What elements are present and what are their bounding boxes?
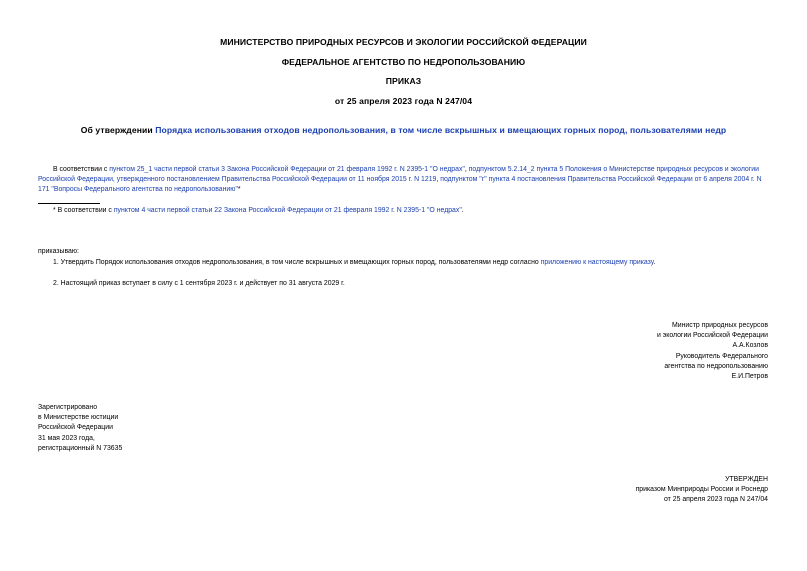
title-prefix: Об утверждении — [80, 125, 156, 135]
signature-line: А.А.Козлов — [732, 342, 768, 350]
order-item-1-text: 1. Утвердить Порядок использования отходов недропользования, в том числе вскрышных и вмещающих горных пород, пользователями недр согласно — [53, 259, 541, 266]
footnote — [53, 206, 768, 216]
signature-line: Е.И.Петров — [731, 373, 768, 381]
approved-line: УТВЕРЖДЕН — [725, 476, 768, 483]
preamble-text: В соответствии с — [53, 166, 110, 173]
signature-line: и экологии Российской Федерации — [656, 332, 768, 340]
approved-line: приказом Минприроды России и Роснедр — [635, 486, 768, 494]
document-title — [0, 125, 807, 135]
preamble-paragraph — [38, 165, 768, 196]
approved-line: от 25 апреля 2023 года N 247/04 — [663, 496, 768, 504]
law-link[interactable]: пунктом 25_1 части первой статьи 3 Закона Российской Федерации от 21 февраля 1992 г. N 2395-1 "О недрах" — [109, 166, 465, 173]
registration-line: Российской Федерации — [38, 424, 113, 432]
order-item-1 — [53, 258, 768, 268]
signature-line: Руководитель Федерального — [675, 352, 768, 360]
doc-type-heading: ПРИКАЗ — [385, 76, 422, 86]
order-item-2: 2. Настоящий приказ вступает в силу с 1 сентября 2023 г. и действует по 31 августа 2029 г. — [53, 280, 345, 287]
registration-line: 31 мая 2023 года, — [38, 434, 95, 442]
signature-line: Министр природных ресурсов — [672, 322, 768, 329]
appendix-link[interactable]: приложению к настоящему приказу — [540, 259, 654, 266]
agency-heading: ФЕДЕРАЛЬНОЕ АГЕНТСТВО ПО НЕДРОПОЛЬЗОВАНИЮ — [281, 57, 526, 67]
footnote-end: . — [461, 207, 464, 214]
signature-line: агентства по недропользованию — [664, 362, 768, 370]
decree-link[interactable]: подпунктом "г" пункта 4 постановления Правительства Российской Федерации от 6 апреля 2004 г. N 171 "Вопросы Федерального агентства по недропользованию" — [38, 176, 762, 194]
order-intro: приказываю: — [38, 248, 79, 255]
date-number-heading: от 25 апреля 2023 года N 247/04 — [334, 96, 473, 106]
signature-block — [480, 321, 768, 382]
footnote-divider — [38, 203, 100, 204]
ministry-heading: МИНИСТЕРСТВО ПРИРОДНЫХ РЕСУРСОВ И ЭКОЛОГИИ РОССИЙСКОЙ ФЕДЕРАЦИИ — [220, 37, 587, 47]
order-item-1-end: . — [653, 259, 656, 266]
preamble-sep: , — [436, 176, 441, 184]
regulation-link[interactable]: подпунктом 5.2.14_2 пункта 5 Положения о Министерстве природных ресурсов и экологии Российской Федерации, утвержденного постановлением Правительства Российской Федерации от 11 ноября 2015 г. N 1219 — [38, 166, 759, 184]
approved-block — [480, 475, 768, 506]
title-link[interactable]: Порядка использования отходов недропользования, в том числе вскрышных и вмещающих горных пород, пользователями недр — [155, 125, 727, 135]
preamble-sep: , — [464, 166, 469, 173]
registration-line: Зарегистрировано — [38, 404, 98, 411]
registration-line: в Министерстве юстиции — [38, 414, 119, 422]
footnote-marker: * — [237, 186, 241, 194]
registration-block — [38, 403, 288, 454]
footnote-law-link[interactable]: пунктом 4 части первой статьи 22 Закона Российской Федерации от 21 февраля 1992 г. N 2395-1 "О недрах" — [113, 207, 462, 214]
registration-line: регистрационный N 73635 — [38, 444, 123, 452]
footnote-text: * В соответствии с — [53, 207, 114, 214]
